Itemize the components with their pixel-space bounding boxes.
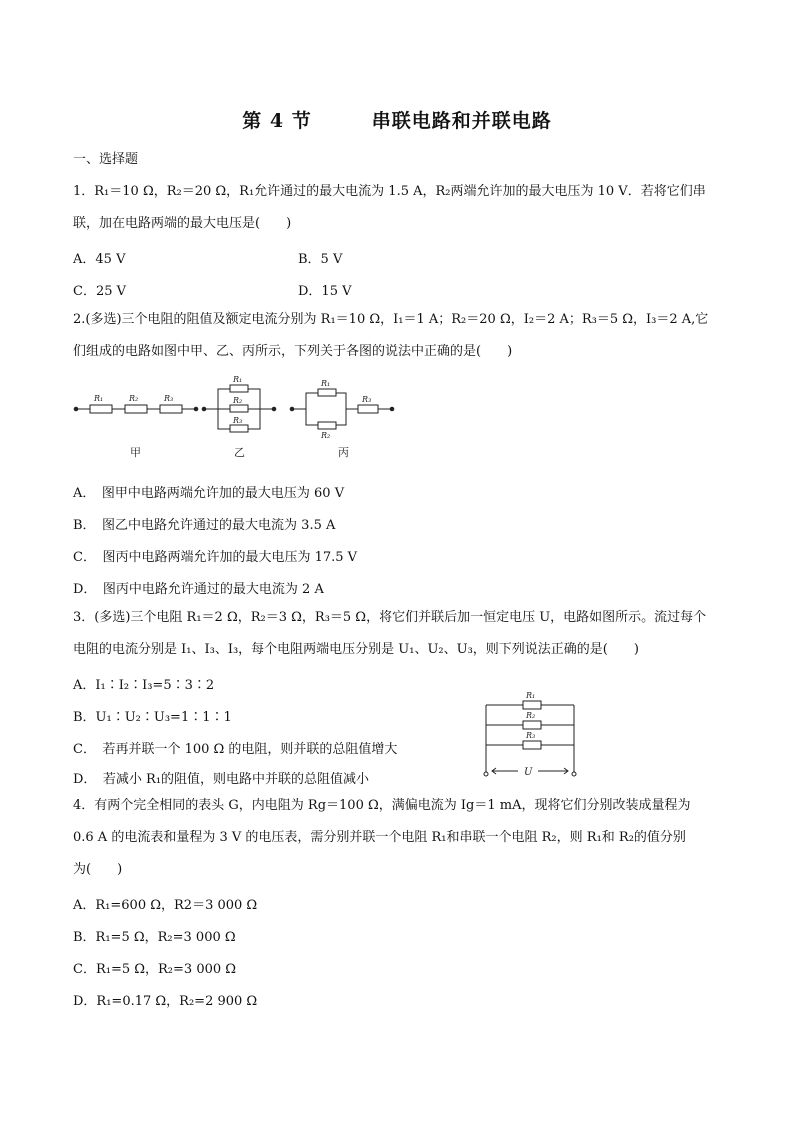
fig2-label-yi: 乙 <box>234 446 245 459</box>
q1-stem-line1: 1．R₁＝10 Ω，R₂＝20 Ω，R₁允许通过的最大电流为 1.5 A，R₂两端允许加的最大电压为 10 V．若将它们串 <box>73 184 706 199</box>
fig2-jia-r1: R₁ <box>94 394 104 403</box>
q4-option-d: D．R₁=0.17 Ω，R₂=2 900 Ω <box>73 994 258 1009</box>
q4-option-a: A．R₁=600 Ω，R2＝3 000 Ω <box>73 898 258 913</box>
q4-stem-line2: 0.6 A 的电流表和量程为 3 V 的电压表，需分别并联一个电阻 R₁和串联一个电阻 R₂，则 R₁和 R₂的值分别 <box>73 830 686 845</box>
fig3-r1: R₁ <box>526 691 536 700</box>
q3-option-b: B．U₁∶U₂∶U₃=1∶1∶1 <box>73 710 232 725</box>
q2-circuit-figure <box>70 372 400 464</box>
fig2-label-bing: 丙 <box>338 446 349 459</box>
q2-option-a: A． 图甲中电路两端允许加的最大电压为 60 V <box>73 486 345 501</box>
q3-option-c: C． 若再并联一个 100 Ω 的电阻，则并联的总阻值增大 <box>73 742 398 757</box>
fig2-yi-r3: R₃ <box>233 416 243 425</box>
page-title <box>0 106 794 133</box>
fig2-yi-r1: R₁ <box>233 375 243 384</box>
fig2-jia-r3: R₃ <box>164 394 174 403</box>
q3-option-a: A．I₁∶I₂∶I₃=5∶3∶2 <box>73 678 215 693</box>
q4-stem-line3: 为( ) <box>73 862 123 877</box>
q1-option-d: D．15 V <box>298 284 352 299</box>
fig2-label-jia: 甲 <box>130 446 141 459</box>
fig3-r2: R₂ <box>526 711 536 720</box>
fig3-r3: R₃ <box>526 731 536 740</box>
q3-circuit-figure <box>480 688 580 780</box>
q3-stem-line2: 电阻的电流分别是 I₁、I₃、I₃，每个电阻两端电压分别是 U₁、U₂、U₃，则下列说法正确的是( ) <box>73 642 639 657</box>
q2-option-d: D． 图丙中电路允许通过的最大电流为 2 A <box>73 582 324 597</box>
q4-stem-line1: 4．有两个完全相同的表头 G，内电阻为 Rg＝100 Ω，满偏电流为 Ig＝1 mA，现将它们分别改装成量程为 <box>73 798 691 813</box>
q1-option-a: A．45 V <box>73 252 126 267</box>
section-heading: 一、选择题 <box>73 152 139 167</box>
q1-option-b: B．5 V <box>298 252 343 267</box>
fig2-yi-r2: R₂ <box>233 396 243 405</box>
fig2-bing-r1: R₁ <box>321 379 331 388</box>
q4-option-c: C．R₁=5 Ω，R₂=3 000 Ω <box>73 962 237 977</box>
q2-option-b: B． 图乙中电路允许通过的最大电流为 3.5 A <box>73 518 336 533</box>
q2-option-c: C． 图丙中电路两端允许加的最大电压为 17.5 V <box>73 550 358 565</box>
q2-stem-line2: 们组成的电路如图中甲、乙、丙所示，下列关于各图的说法中正确的是( ) <box>73 344 513 359</box>
q3-option-d: D． 若减小 R₁的阻值，则电路中并联的总阻值减小 <box>73 772 370 787</box>
fig2-jia-r2: R₂ <box>129 394 139 403</box>
section-name: 串联电路和并联电路 <box>371 110 552 132</box>
fig2-bing-r3: R₃ <box>362 395 372 404</box>
fig3-u: U <box>524 767 533 778</box>
fig2-bing-r2: R₂ <box>321 431 331 440</box>
section-number: 第 4 节 <box>242 110 312 132</box>
q2-stem-line1: 2.(多选)三个电阻的阻值及额定电流分别为 R₁＝10 Ω，I₁＝1 A；R₂＝20 Ω，I₂＝2 A；R₃＝5 Ω，I₃＝2 A,它 <box>73 312 709 327</box>
q1-stem-line2: 联，加在电路两端的最大电压是( ) <box>73 216 292 231</box>
q1-option-c: C．25 V <box>73 284 127 299</box>
q4-option-b: B．R₁=5 Ω，R₂=3 000 Ω <box>73 930 236 945</box>
q3-stem-line1: 3．(多选)三个电阻 R₁＝2 Ω，R₂＝3 Ω，R₃＝5 Ω，将它们并联后加一恒定电压 U，电路如图所示。流过每个 <box>73 610 707 625</box>
